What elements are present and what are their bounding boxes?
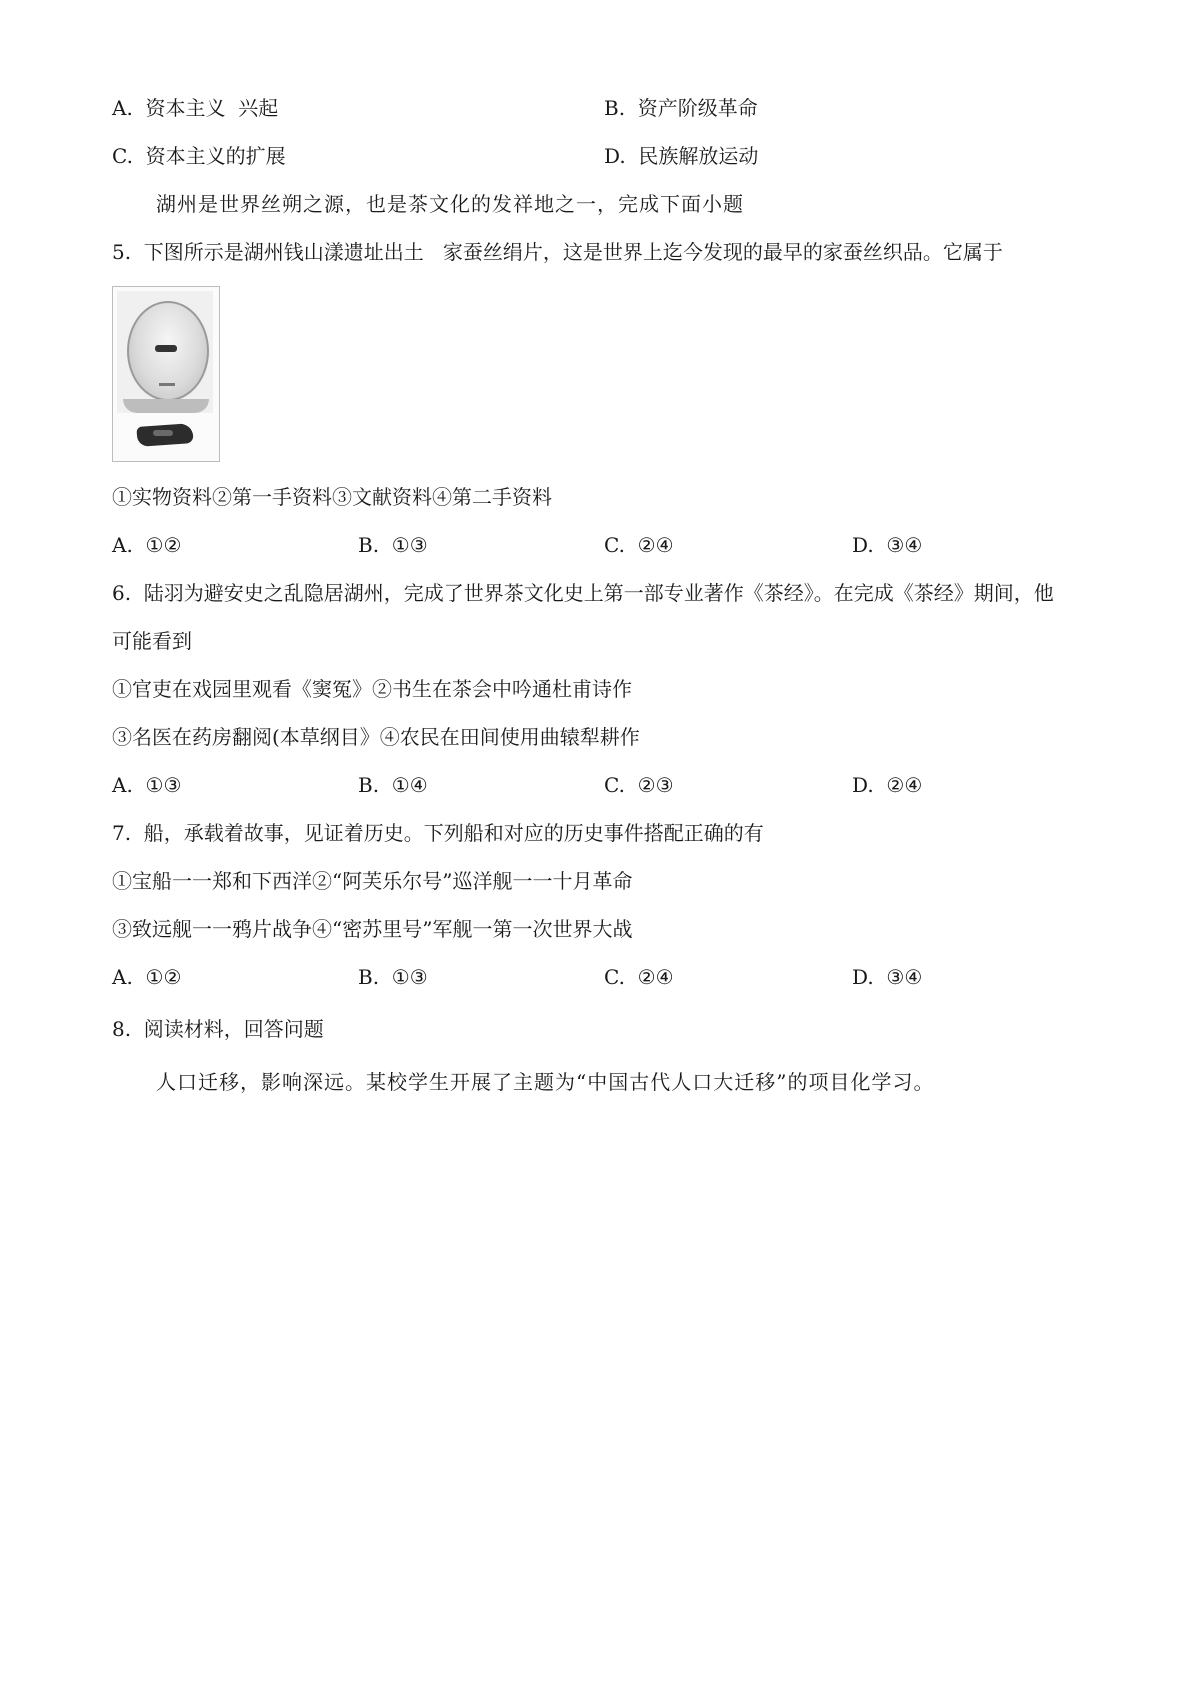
q8-material: 人口迁移，影响深远。某校学生开展了主题为“中国古代人口大迁移”的项目化学习。 [156,1070,935,1094]
q5-items: ①实物资料②第一手资料③文献资料④第二手资料 [112,485,552,509]
q4-option-d: D. 民族解放运动 [604,144,759,168]
q5-option-d: D. ③④ [852,533,923,557]
q5-option-a: A. ①② [112,533,182,557]
q8-stem: 8. 阅读材料，回答问题 [112,1017,324,1041]
q7-items-line2: ③致远舰一一鸦片战争④“密苏里号”军舰一第一次世界大战 [112,917,633,941]
q7-option-a: A. ①② [112,965,182,989]
q7-stem: 7. 船，承载着故事，见证着历史。下列船和对应的历史事件搭配正确的有 [112,821,764,845]
q5-option-b: B. ①③ [358,533,428,557]
q4-option-b: B. 资产阶级革命 [604,96,758,120]
q6-option-b: B. ①④ [358,773,428,797]
q7-option-b: B. ①③ [358,965,428,989]
q5-option-c: C. ②④ [604,533,674,557]
section-intro: 湖州是世界丝朔之源，也是茶文化的发祥地之一，完成下面小题 [156,192,744,216]
q6-items-line2: ③名医在药房翻阅(本草纲目》④农民在田间使用曲辕犁耕作 [112,725,640,749]
q6-stem-line1: 6. 陆羽为避安史之乱隐居湖州，完成了世界茶文化史上第一部专业著作《茶经》。在完成《茶经》期间，他 [112,581,1054,605]
q6-items-line1: ①官吏在戏园里观看《窦冤》②书生在茶会中吟通杜甫诗作 [112,677,632,701]
silk-fragment-photo [112,286,220,462]
q6-stem-line2: 可能看到 [112,629,192,653]
q7-option-d: D. ③④ [852,965,923,989]
q6-option-a: A. ①③ [112,773,182,797]
q5-stem: 5. 下图所示是湖州钱山漾遗址出土 家蚕丝绢片，这是世界上迄今发现的最早的家蚕丝织品。它属于 [112,240,1003,264]
q6-option-c: C. ②③ [604,773,674,797]
q4-option-c: C. 资本主义的扩展 [112,144,286,168]
q7-items-line1: ①宝船一一郑和下西洋②“阿芙乐尔号”巡洋舰一一十月革命 [112,869,633,893]
q4-option-a: A. 资本主义 兴起 [112,96,279,120]
q6-option-d: D. ②④ [852,773,923,797]
q7-option-c: C. ②④ [604,965,674,989]
